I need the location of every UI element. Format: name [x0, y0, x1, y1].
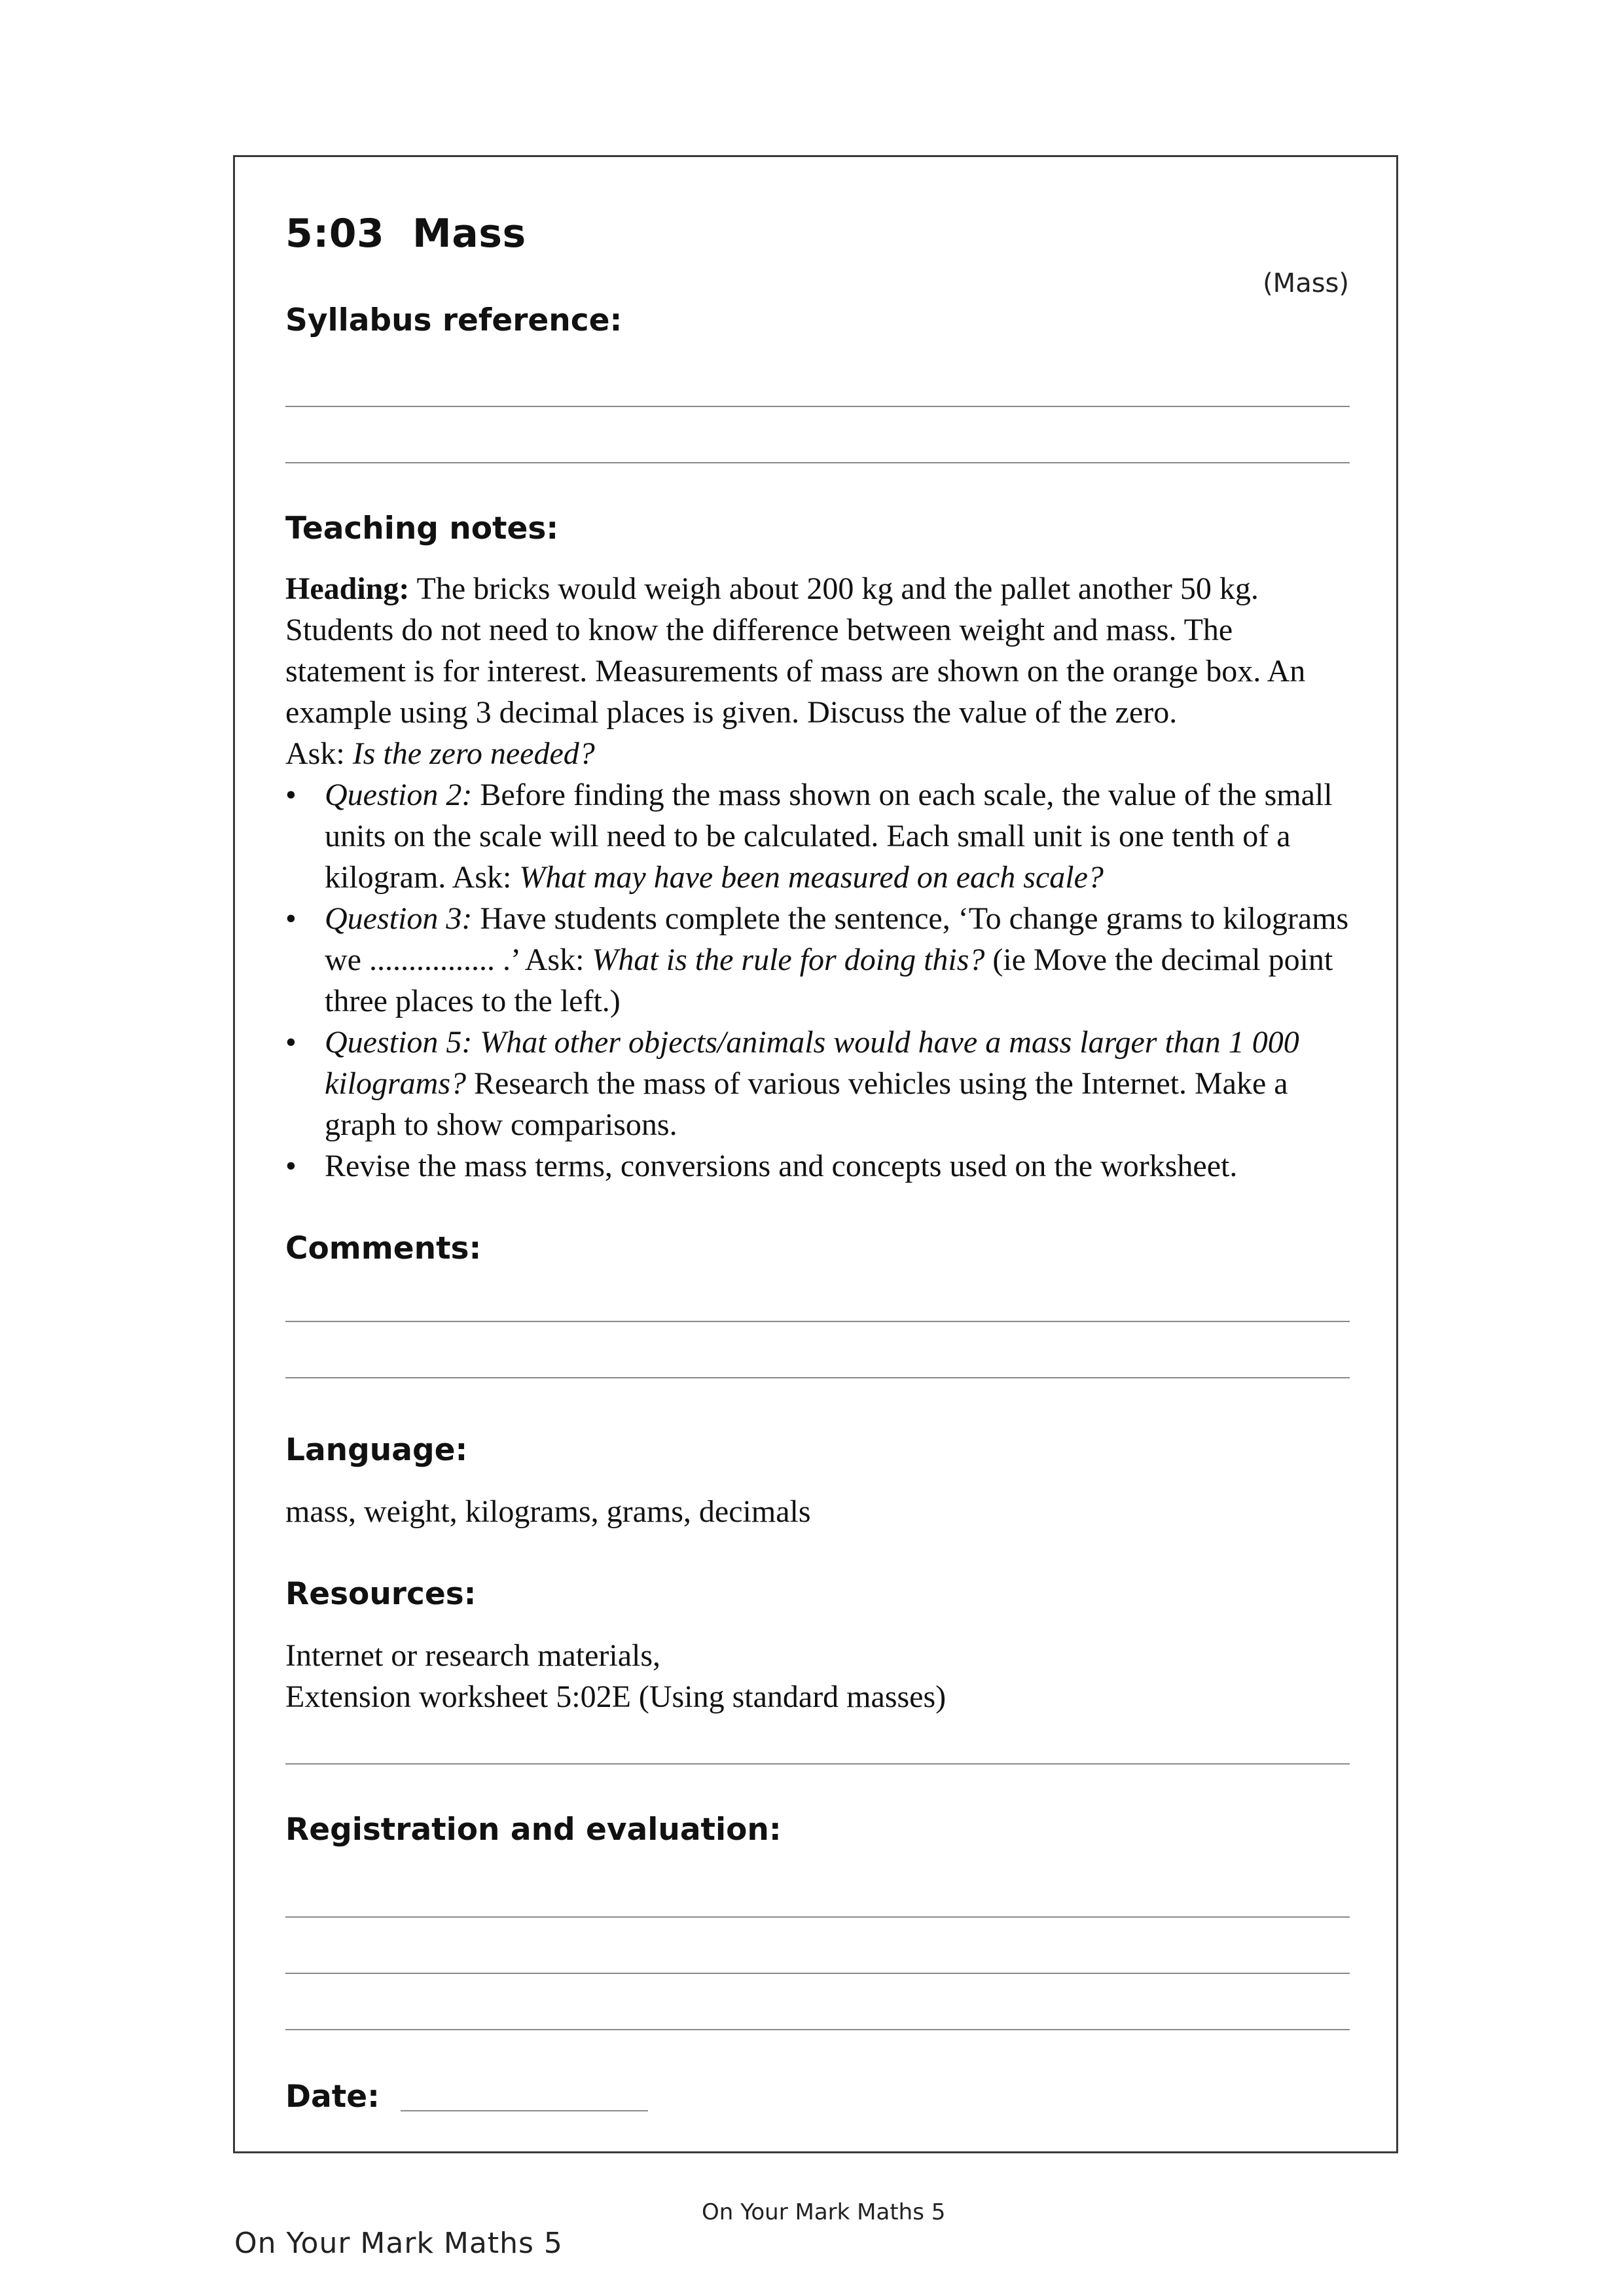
bullet-2-text: Have students complete the sentence, ‘To change grams to kilograms we ................ .’ Ask:: [325, 901, 1349, 977]
date-line: [401, 2110, 648, 2111]
comments-heading: Comments:: [285, 1230, 482, 1266]
heading-note: [285, 568, 1359, 733]
teaching-bullets: [285, 774, 1359, 1187]
bullet-1-label: Question 2:: [325, 778, 473, 812]
bullet-revise: [285, 1145, 1359, 1187]
comments-line-2: [285, 1377, 1350, 1378]
ask-line: [285, 733, 1359, 774]
teaching-notes-body: [285, 568, 1359, 1187]
ask-label: Ask:: [285, 736, 353, 771]
resources-heading: Resources:: [285, 1576, 477, 1612]
bullet-question-5: [285, 1022, 1359, 1145]
bullet-question-3: [285, 898, 1359, 1022]
resource-line-2: Extension worksheet 5:02E (Using standard masses): [285, 1679, 947, 1714]
bullet-question-2: [285, 774, 1359, 898]
resource-line-1: Internet or research materials,: [285, 1638, 661, 1673]
bullet-1-question: What may have been measured on each scale?: [519, 860, 1104, 895]
bullet-3-question: Question 5: What other objects/animals would have a mass larger than 1 000 kilograms?: [325, 1025, 1299, 1101]
syllabus-heading: Syllabus reference:: [285, 302, 623, 338]
bullet-2-question: What is the rule for doing this?: [592, 942, 985, 977]
registration-line-1: [285, 1916, 1350, 1918]
heading-note-text: The bricks would weigh about 200 kg and the pallet another 50 kg. Students do not need to know the difference between weight and mass. The statement is for interest. Measurements of mass are shown on the orange box. An example using 3 decimal places is given. Discuss the value of the zero.: [285, 571, 1306, 730]
lesson-number: 5:03: [285, 211, 385, 257]
lesson-title: Mass: [412, 211, 526, 257]
language-heading: Language:: [285, 1432, 468, 1468]
ask-question: Is the zero needed?: [352, 736, 595, 771]
registration-heading: Registration and evaluation:: [285, 1812, 782, 1848]
teaching-notes-heading: Teaching notes:: [285, 511, 559, 547]
footer-center: On Your Mark Maths 5: [702, 2199, 946, 2225]
heading-note-label: Heading:: [285, 571, 410, 606]
bullet-4-text: Revise the mass terms, conversions and concepts used on the worksheet.: [325, 1149, 1238, 1183]
page-title: [285, 211, 526, 257]
bullet-2-label: Question 3:: [325, 901, 473, 936]
bullet-2-after: (ie Move the decimal point three places to the left.): [325, 942, 1333, 1018]
resources-list: [285, 1635, 1359, 1717]
language-text: mass, weight, kilograms, grams, decimals: [285, 1494, 811, 1529]
topic-tag: (Mass): [1263, 268, 1349, 298]
resources-line: [285, 1763, 1350, 1765]
registration-line-3: [285, 2029, 1350, 2030]
syllabus-line-2: [285, 462, 1350, 463]
registration-line-2: [285, 1973, 1350, 1974]
comments-line-1: [285, 1321, 1350, 1322]
bullet-1-text: Before finding the mass shown on each scale, the value of the small units on the scale will need to be calculated. Each small unit is one tenth of a kilogram. Ask:: [325, 778, 1333, 895]
footer-left: On Your Mark Maths 5: [234, 2227, 563, 2260]
date-label: Date:: [285, 2079, 380, 2115]
bullet-3-text: Research the mass of various vehicles using the Internet. Make a graph to show comparisons.: [325, 1066, 1288, 1142]
syllabus-line-1: [285, 406, 1350, 407]
